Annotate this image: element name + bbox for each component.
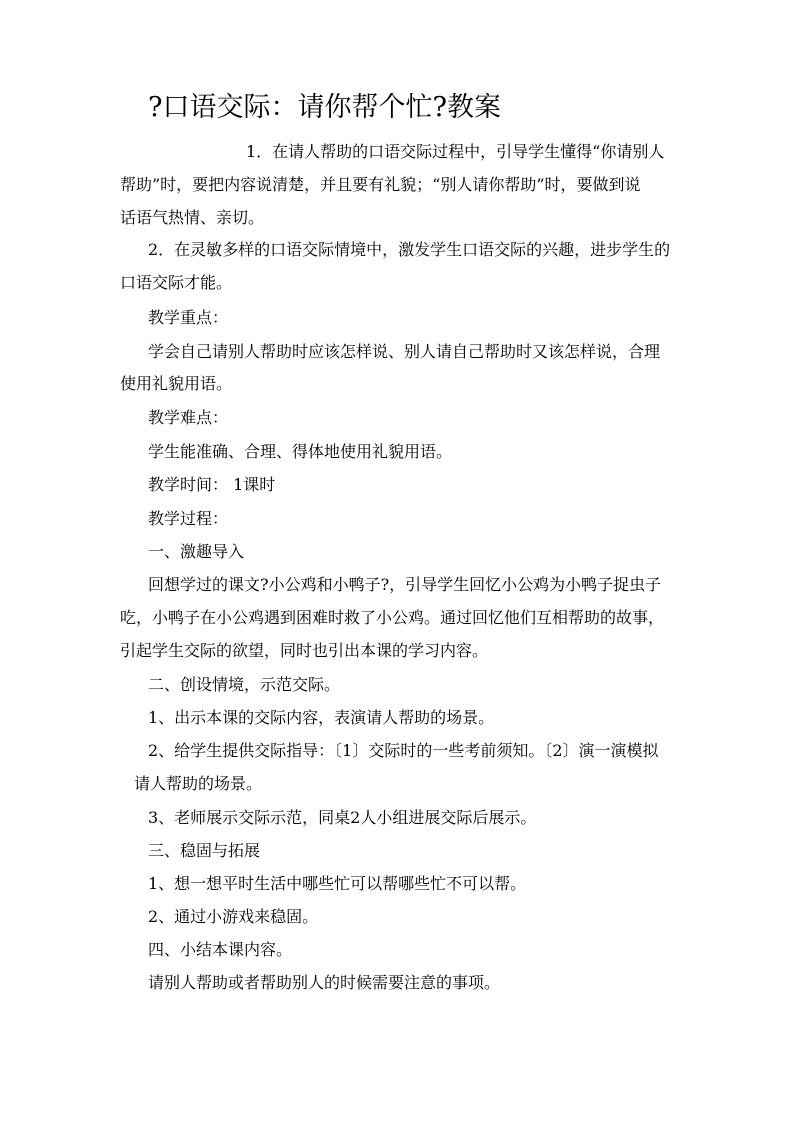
section-1-line-1: 回想学过的课文?小公鸡和小鸭子?，引导学生回忆小公鸡为小鸭子捉虫子 xyxy=(148,575,662,594)
section-1-line-2: 吃，小鸭子在小公鸡遇到困难时救了小公鸡。通过回忆他们互相帮助的故事， xyxy=(120,608,665,627)
difficulty-heading: 教学难点： xyxy=(148,408,229,427)
key-point-line-2: 使用礼貌用语。 xyxy=(120,374,233,393)
section-3-item-2: 2、通过小游戏来稳固。 xyxy=(148,907,319,926)
section-2-item-1: 1、出示本课的交际内容，表演请人帮助的场景。 xyxy=(148,708,495,727)
objective-1-line-2: 帮助”时，要把内容说清楚，并且要有礼貌；“别人请你帮助”时，要做到说 xyxy=(120,175,641,194)
teaching-time: 教学时间： 1课时 xyxy=(148,475,276,494)
section-2-item-2: 2、给学生提供交际指导：〔1〕交际时的一些考前须知。〔2〕演一演模拟 xyxy=(148,741,659,760)
objective-1-line-1: 1．在请人帮助的口语交际过程中，引导学生懂得“你请别人 xyxy=(246,142,665,161)
objective-2-line-1: 2．在灵敏多样的口语交际情境中，激发学生口语交际的兴趣，进步学生的 xyxy=(148,240,671,259)
document-title: ?口语交际：请你帮个忙?教案 xyxy=(148,92,501,123)
section-4-body: 请别人帮助或者帮助别人的时候需要注意的事项。 xyxy=(148,973,501,992)
section-1-heading: 一、激趣导入 xyxy=(148,542,245,561)
section-3-heading: 三、稳固与拓展 xyxy=(148,841,261,860)
section-2-item-2-cont: 请人帮助的场景。 xyxy=(134,774,263,793)
key-point-line-1: 学会自己请别人帮助时应该怎样说、别人请自己帮助时又该怎样说，合理 xyxy=(148,342,661,361)
section-1-line-3: 引起学生交际的欲望，同时也引出本课的学习内容。 xyxy=(120,641,489,660)
objective-2-line-2: 口语交际才能。 xyxy=(120,273,233,292)
section-2-heading: 二、创设情境，示范交际。 xyxy=(148,675,341,694)
difficulty-text: 学生能准确、合理、得体地使用礼貌用语。 xyxy=(148,442,453,461)
section-4-heading: 四、小结本课内容。 xyxy=(148,940,293,959)
objective-1-line-3: 话语气热情、亲切。 xyxy=(120,208,265,227)
key-point-heading: 教学重点： xyxy=(148,308,229,327)
section-3-item-1: 1、想一想平时生活中哪些忙可以帮哪些忙不可以帮。 xyxy=(148,874,527,893)
process-heading: 教学过程： xyxy=(148,509,229,528)
section-2-item-3: 3、老师展示交际示范，同桌2人小组进展交际后展示。 xyxy=(148,808,537,827)
